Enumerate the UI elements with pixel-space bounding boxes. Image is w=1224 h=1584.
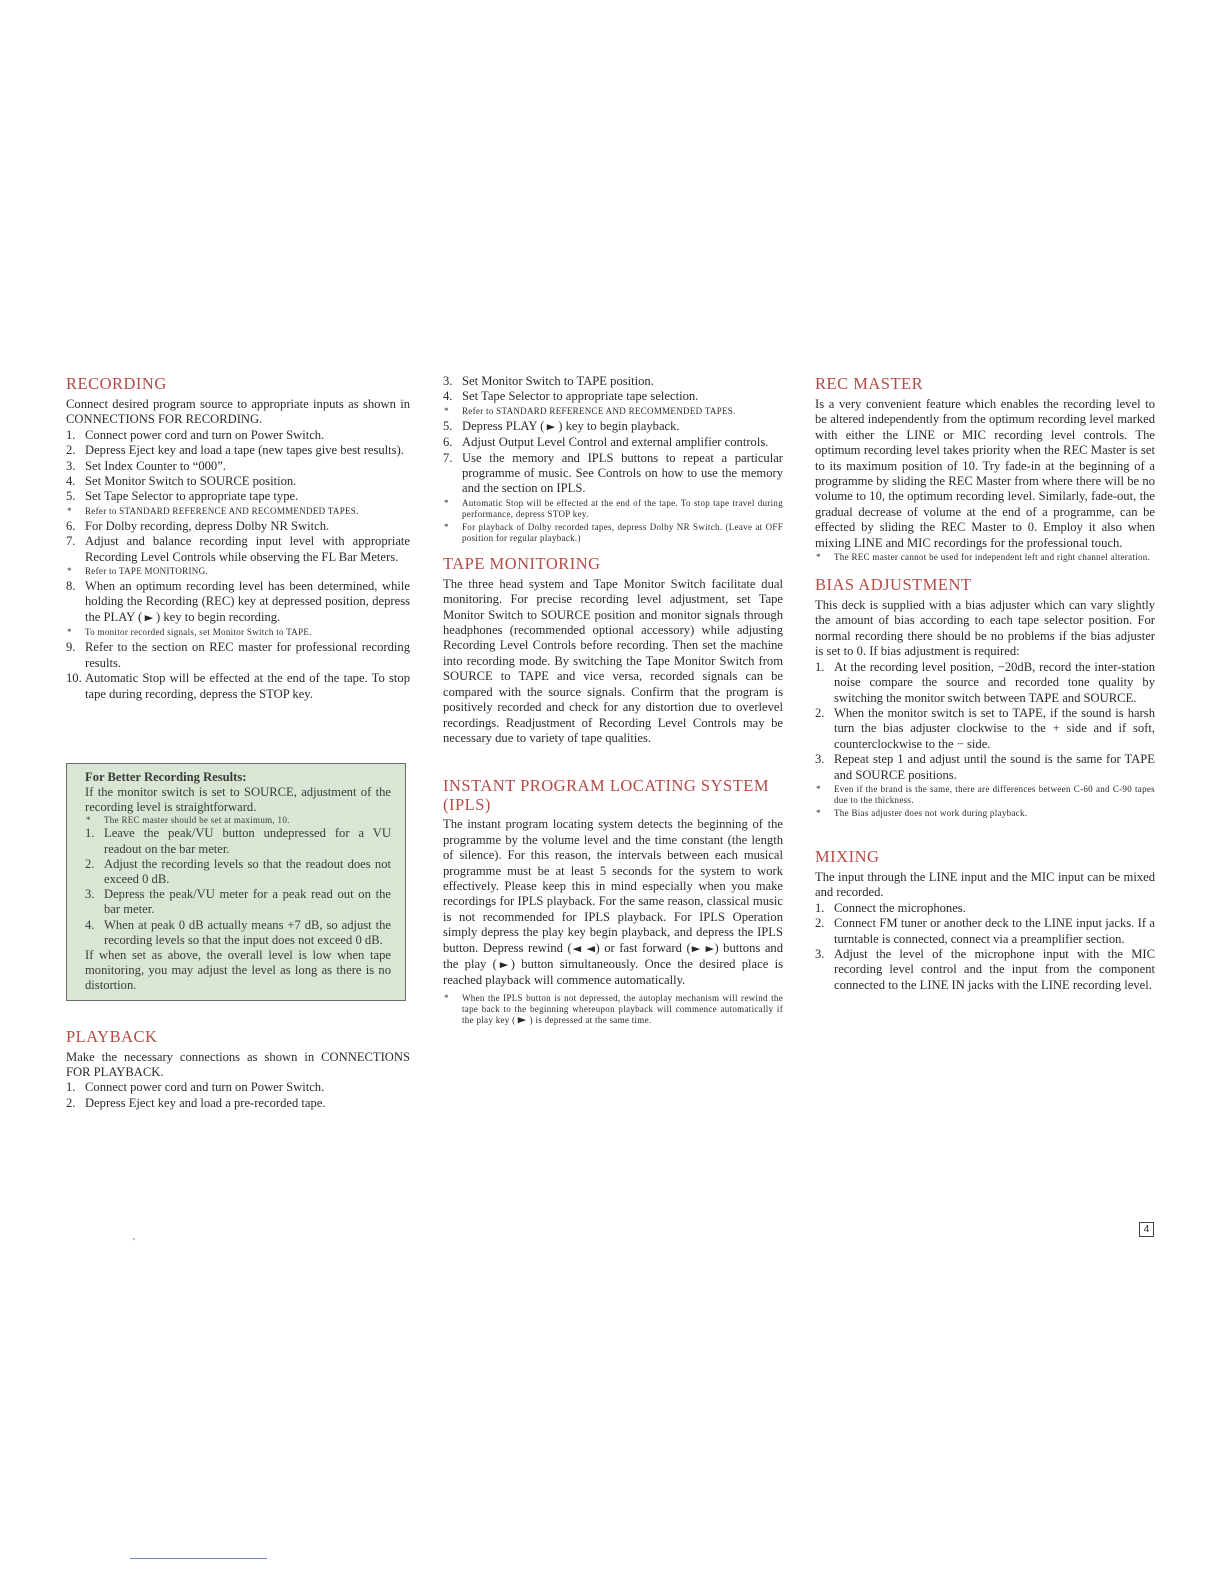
- better-recording-outro: If when set as above, the overall level is low when tape monitoring, you may adjust the level as long as there is no distortion.: [85, 947, 391, 993]
- bias-body: This deck is supplied with a bias adjuster which can vary slightly the amount of bias according to each tape selector position. For normal recording there should be no problems if the bias adjuster is set to 0. If bias adjustment is required:: [815, 598, 1155, 659]
- bias-note: * Even if the brand is the same, there are differences between C-60 and C-90 tapes due to the thickness.: [816, 783, 1155, 805]
- column-middle: [443, 374, 783, 1028]
- list-item: 1. Leave the peak/VU button undepressed for a VU readout on the bar meter.: [85, 826, 391, 856]
- list-item: 3. Depress the peak/VU meter for a peak read out on the bar meter.: [85, 887, 391, 917]
- recording-note: * To monitor recorded signals, set Monitor Switch to TAPE.: [67, 627, 312, 638]
- rec-master-note: * The REC master cannot be used for independent left and right channel alteration.: [816, 552, 1151, 563]
- footnote-rule: [130, 1558, 267, 1559]
- list-item: 8. When an optimum recording level has been determined, while holding the Recording (REC) key at depressed position, depress the PLAY (►) key to begin recording.: [66, 579, 410, 626]
- bias-note: * The Bias adjuster does not work during playback.: [816, 807, 1028, 818]
- mixing-heading: MIXING: [815, 846, 880, 866]
- ipls-note: * When the IPLS button is not depressed, the autoplay mechanism will rewind the tape back to the beginning whereupon playback will commence automatically if the play key (►) is depressed at the same time.: [444, 992, 783, 1026]
- list-item: 6. For Dolby recording, depress Dolby NR Switch.: [66, 518, 330, 533]
- rewind-icon: ◄◄: [569, 943, 598, 955]
- column-left: [66, 374, 410, 1111]
- better-recording-steps: [85, 826, 391, 948]
- playback-steps: [66, 1080, 410, 1111]
- fast-forward-icon: ►►: [688, 943, 717, 955]
- list-item: 9. Refer to the section on REC master for professional recording results.: [66, 640, 410, 670]
- list-item: 3. Adjust the level of the microphone input with the MIC recording level control and the input from the component connected to the LINE IN jacks with the LINE recording level.: [815, 946, 1155, 992]
- list-item: 3. Set Monitor Switch to TAPE position.: [443, 374, 654, 388]
- rec-master-heading: REC MASTER: [815, 374, 924, 393]
- list-item: 2. Depress Eject key and load a tape (new tapes give best results).: [66, 443, 404, 458]
- ipls-body: The instant program locating system detects the beginning of the programme by the volume level and the time constant (the length of silence). For this reason, the intervals between each musical programme must be at least 5 seconds for the system to work effectively. Please keep this in mind especially when you make recordings for IPLS playback. For the same reason, classical music is not recommended for IPLS playback. For IPLS Operation simply depress the play key begin playback, and depress the IPLS button. Depress rewind (◄◄) or fast forward (►►) buttons and the play (►) button simultaneously. Once the desired place is reached playback will commence automatically.: [443, 817, 784, 988]
- list-item: 6. Adjust Output Level Control and external amplifier controls.: [443, 435, 769, 450]
- mixing-body: The input through the LINE input and the MIC input can be mixed and recorded.: [815, 869, 1155, 900]
- list-item: 1. At the recording level position, −20dB, record the inter-station noise compare the source and recorded tone quality by switching the monitor switch between TAPE and SOURCE.: [815, 659, 1155, 705]
- list-item: 1. Connect power cord and turn on Power Switch.: [66, 427, 325, 442]
- list-item: 7. Use the memory and IPLS buttons to repeat a particular programme of music. See Controls on how to use the memory and the section on IPLS.: [443, 450, 783, 496]
- recording-steps-4: [66, 640, 410, 702]
- recording-note: * Refer to STANDARD REFERENCE AND RECOMMENDED TAPES.: [67, 505, 359, 516]
- tape-monitoring-heading: TAPE MONITORING: [443, 553, 601, 573]
- list-item: 2. When the monitor switch is set to TAPE, if the sound is harsh turn the bias adjuster clockwise to the + side and if soft, counterclockwise to the − side.: [815, 705, 1155, 751]
- play-icon: ►: [544, 421, 559, 433]
- better-recording-box: [66, 763, 406, 1001]
- play-icon: ►: [515, 1014, 530, 1026]
- playback-note: * Refer to STANDARD REFERENCE AND RECOMMENDED TAPES.: [444, 405, 736, 416]
- list-item: 2. Adjust the recording levels so that the readout does not exceed 0 dB.: [85, 856, 391, 886]
- playback-note: * For playback of Dolby recorded tapes, depress Dolby NR Switch. (Leave at OFF position for regular playback.): [444, 521, 783, 543]
- list-item: 4. Set Monitor Switch to SOURCE position.: [66, 474, 297, 489]
- recording-note: * Refer to TAPE MONITORING.: [67, 566, 208, 577]
- better-recording-intro: If the monitor switch is set to SOURCE, adjustment of the recording level is straightforward.: [85, 784, 391, 815]
- playback-steps-cont: [443, 374, 783, 405]
- page-number: 4: [1139, 1222, 1154, 1237]
- bias-heading: BIAS ADJUSTMENT: [815, 575, 972, 595]
- list-item: 10. Automatic Stop will be effected at the end of the tape. To stop tape during recording, depress the STOP key.: [66, 671, 410, 701]
- stray-mark: ′: [133, 1237, 136, 1248]
- recording-steps-3: [66, 579, 410, 626]
- list-item: 3. Set Index Counter to “000”.: [66, 458, 226, 473]
- list-item: 2. Connect FM tuner or another deck to the LINE input jacks. If a turntable is connected, connect via a preamplifier section.: [815, 916, 1155, 946]
- bias-steps: [815, 660, 1155, 783]
- play-icon: ►: [142, 612, 157, 624]
- list-item: 3. Repeat step 1 and adjust until the sound is the same for TAPE and SOURCE positions.: [815, 752, 1155, 782]
- list-item: 1. Connect the microphones.: [815, 900, 966, 915]
- list-item: 1. Connect power cord and turn on Power Switch.: [66, 1080, 325, 1095]
- list-item: 4. When at peak 0 dB actually means +7 dB, so adjust the recording levels so that the input does not exceed 0 dB.: [85, 917, 391, 947]
- recording-steps-2: [66, 519, 410, 565]
- list-item: 5. Depress PLAY (►) key to begin playback.: [443, 419, 783, 435]
- list-item: 5. Set Tape Selector to appropriate tape type.: [66, 489, 299, 504]
- tape-monitoring-body: The three head system and Tape Monitor Switch facilitate dual monitoring. For precise recording level adjustment, set Tape Monitor Switch to SOURCE position and monitor signals through headphones (recommended optional accessory) while adjusting Recording Level Controls before recording. Then set the machine into recording mode. By switching the Tape Monitor Switch from SOURCE to TAPE and vice versa, recorded signals can be compared with the source signals. Confirm that the program is positively recorded and check for any distortion due to overlevel recordings. Readjustment of Recording Level Controls may be necessary due to variety of tape qualities.: [443, 576, 783, 745]
- better-recording-note: * The REC master should be set at maximum, 10.: [86, 815, 290, 826]
- ipls-heading: INSTANT PROGRAM LOCATING SYSTEM (IPLS): [443, 776, 770, 815]
- rec-master-body: Is a very convenient feature which enables the recording level to be altered independently from the optimum recording level marked with either the LINE or MIC recording level controls. The optimum recording level takes priority when the REC Master is set to its maximum position of 10. Try fade-in at the beginning of a programme by sliding the REC Master from where there will be no volume to 10, the optimum recording level. Similarly, fade-out, the gradual decrease of volume at the end of a programme, can be effected by sliding the REC Master to 0. Employ it also when mixing LINE and MIC recordings for the professional touch.: [815, 397, 1155, 550]
- list-item: 4. Set Tape Selector to appropriate tape selection.: [443, 389, 699, 404]
- playback-steps-2: [443, 419, 783, 497]
- list-item: 7. Adjust and balance recording input level with appropriate Recording Level Controls while observing the FL Bar Meters.: [66, 534, 410, 564]
- recording-intro: Connect desired program source to appropriate inputs as shown in CONNECTIONS FOR RECORDING.: [66, 397, 410, 427]
- better-recording-title: For Better Recording Results:: [85, 769, 247, 784]
- playback-heading: PLAYBACK: [66, 1026, 158, 1046]
- mixing-steps: [815, 901, 1155, 993]
- playback-note: * Automatic Stop will be effected at the end of the tape. To stop tape travel during performance, depress STOP key.: [444, 497, 783, 519]
- list-item: 2. Depress Eject key and load a pre-recorded tape.: [66, 1095, 326, 1110]
- column-right: [815, 374, 1155, 993]
- recording-heading: RECORDING: [66, 374, 167, 393]
- recording-steps: [66, 428, 410, 505]
- playback-intro: Make the necessary connections as shown in CONNECTIONS FOR PLAYBACK.: [66, 1049, 410, 1079]
- play-icon: ►: [496, 959, 511, 971]
